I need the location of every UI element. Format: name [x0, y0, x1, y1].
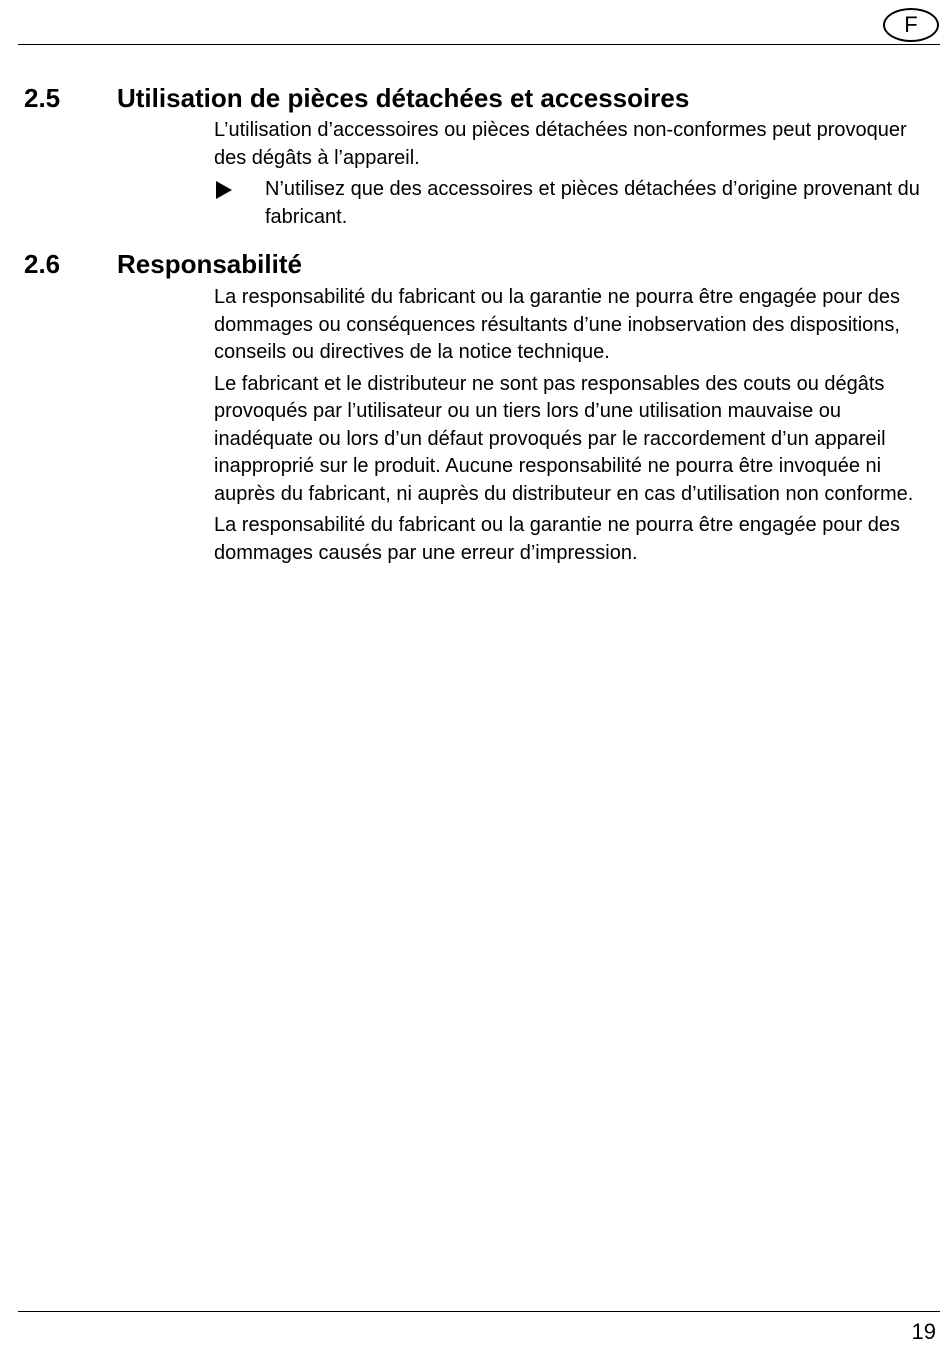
section-title: Responsabilité: [117, 249, 302, 279]
section-title: Utilisation de pièces détachées et accessoires: [117, 83, 690, 113]
paragraph: L’utilisation d’accessoires ou pièces détachées non-conformes peut provoquer des dégâts à l’appareil.: [214, 119, 907, 169]
section-number: 2.6: [24, 249, 61, 279]
language-badge: F: [883, 8, 939, 42]
triangle-bullet-icon: [216, 181, 232, 199]
section-body: [214, 117, 934, 235]
section-body: [214, 284, 934, 571]
paragraph: La responsabilité du fabricant ou la garantie ne pourra être engagée pour des dommages ou conséquences résultants d’une inobservation des dispositions, conseils ou directives de la notice technique.: [214, 286, 901, 363]
footer-divider: [18, 1311, 940, 1312]
paragraph: La responsabilité du fabricant ou la garantie ne pourra être engagée pour des dommages causés par une erreur d’impression.: [214, 514, 901, 564]
page-number: 19: [911, 1319, 936, 1344]
bullet-text: N’utilisez que des accessoires et pièces détachées d’origine provenant du fabricant.: [265, 178, 920, 228]
bullet-item: [214, 176, 934, 231]
paragraph: Le fabricant et le distributeur ne sont pas responsables des couts ou dégâts provoqués par l’utilisateur ou un tiers lors d’une utilisation mauvaise ou inadéquate ou lors d’un défaut provoqués par le raccordement d’un appareil inapproprié sur le produit. Aucune responsabilité ne pourra être invoquée ni auprès du fabricant, ni auprès du distributeur en cas d’utilisation non conforme.: [214, 372, 914, 505]
section-number: 2.5: [24, 83, 61, 113]
header-divider: [18, 44, 940, 45]
